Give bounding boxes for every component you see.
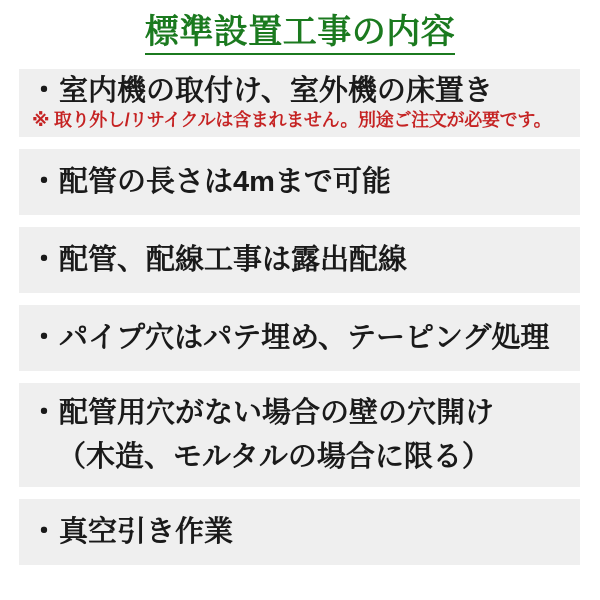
list-item-text: 室内機の取付け、室外機の床置き: [59, 75, 493, 107]
installation-items-list: [19, 69, 580, 565]
list-item-line: [29, 395, 570, 431]
list-item-line: [29, 514, 570, 550]
list-item-note: ※ 取り外し/リサイクルは含まれません。別途ご注文が必要です。: [32, 110, 552, 131]
list-item-indoor-outdoor-unit: [19, 69, 580, 137]
page-title: [0, 0, 600, 55]
list-item-pipe-length: [19, 149, 580, 215]
list-item-wall-drilling: [19, 383, 580, 487]
bullet-icon: ・: [29, 75, 59, 107]
list-item-pipe-hole-sealing: [19, 305, 580, 371]
list-item-text: 配管用穴がない場合の壁の穴開け: [59, 397, 495, 430]
list-item-exposed-wiring: [19, 227, 580, 293]
list-item-text: 配管、配線工事は露出配線: [59, 243, 408, 276]
page-title-text: 標準設置工事の内容: [145, 13, 456, 55]
bullet-icon: ・: [29, 397, 59, 430]
bullet-icon: ・: [29, 165, 59, 198]
bullet-icon: ・: [29, 243, 59, 276]
list-item-line: [29, 164, 570, 200]
list-item-vacuum-work: [19, 499, 580, 565]
list-item-text-continuation: （木造、モルタルの場合に限る）: [57, 440, 491, 473]
list-item-text: 真空引き作業: [59, 515, 234, 548]
list-item-line: [29, 242, 570, 278]
list-item-text: パイプ穴はパテ埋め、テーピング処理: [59, 321, 550, 354]
list-item-line: [29, 320, 570, 356]
bullet-icon: ・: [29, 321, 59, 354]
bullet-icon: ・: [29, 515, 59, 548]
list-item-line: [29, 73, 570, 109]
list-item-text: 配管の長さは4mまで可能: [59, 165, 391, 198]
